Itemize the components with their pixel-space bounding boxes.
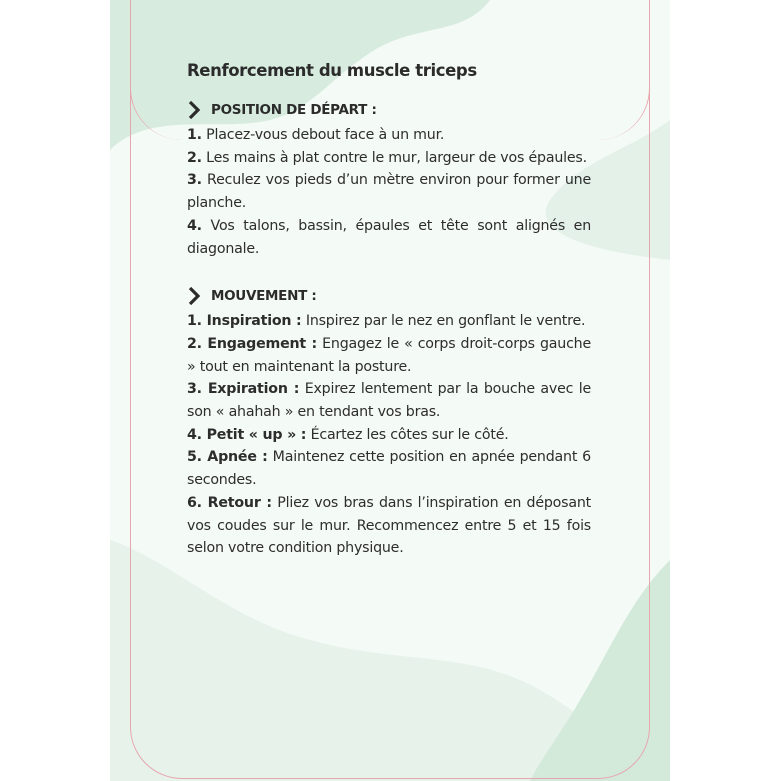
list-item bbox=[187, 446, 591, 491]
item-number: 4. bbox=[187, 217, 202, 234]
list-item bbox=[187, 147, 591, 170]
position-list bbox=[187, 124, 591, 260]
item-text: Écartez les côtes sur le côté. bbox=[306, 426, 509, 443]
exercise-card bbox=[187, 58, 591, 560]
item-label: 2. Engagement : bbox=[187, 335, 318, 352]
mouvement-section-heading bbox=[187, 284, 591, 308]
item-number: 1. bbox=[187, 127, 202, 143]
item-text: Reculez vos pieds d’un mètre environ pour former une planche. bbox=[187, 172, 591, 212]
item-text: Expirez lentement par la bouche avec le son « ahahah » en tendant vos bras. bbox=[187, 381, 591, 421]
list-item bbox=[187, 124, 591, 147]
list-item bbox=[187, 378, 591, 423]
item-number: 2. bbox=[187, 149, 202, 166]
item-text: Engagez le « corps droit-corps gauche » tout en maintenant la posture. bbox=[187, 335, 591, 375]
list-item bbox=[187, 492, 591, 560]
position-heading-label: POSITION DE DÉPART : bbox=[211, 101, 377, 118]
item-text: Inspirez par le nez en gonflant le ventre. bbox=[301, 313, 586, 330]
item-text: Pliez vos bras dans l’inspiration en déposant vos coudes sur le mur. Recommencez entre 5 et 15 fois selon votre condition physique. bbox=[187, 494, 591, 557]
item-text: Placez-vous debout face à un mur. bbox=[201, 127, 445, 143]
list-item bbox=[187, 310, 591, 333]
mouvement-list bbox=[187, 310, 591, 560]
list-item bbox=[187, 215, 591, 260]
mouvement-heading-label: MOUVEMENT : bbox=[211, 287, 317, 304]
chevron-right-icon bbox=[187, 287, 201, 305]
list-item bbox=[187, 424, 591, 447]
item-text: Vos talons, bassin, épaules et tête sont alignés en diagonale. bbox=[187, 217, 591, 257]
list-item bbox=[187, 333, 591, 378]
page-title: Renforcement du muscle triceps bbox=[187, 61, 477, 80]
item-label: 3. Expiration : bbox=[187, 381, 300, 398]
item-label: 4. Petit « up » : bbox=[187, 426, 307, 443]
item-text: Les mains à plat contre le mur, largeur de vos épaules. bbox=[201, 149, 587, 166]
item-number: 3. bbox=[187, 172, 202, 189]
chevron-right-icon bbox=[187, 101, 201, 119]
item-text: Maintenez cette position en apnée pendant 6 secondes. bbox=[187, 449, 591, 489]
position-section-heading bbox=[187, 98, 591, 122]
item-label: 1. Inspiration : bbox=[187, 313, 302, 330]
item-label: 5. Apnée : bbox=[187, 449, 268, 466]
item-label: 6. Retour : bbox=[187, 494, 272, 511]
list-item bbox=[187, 169, 591, 214]
